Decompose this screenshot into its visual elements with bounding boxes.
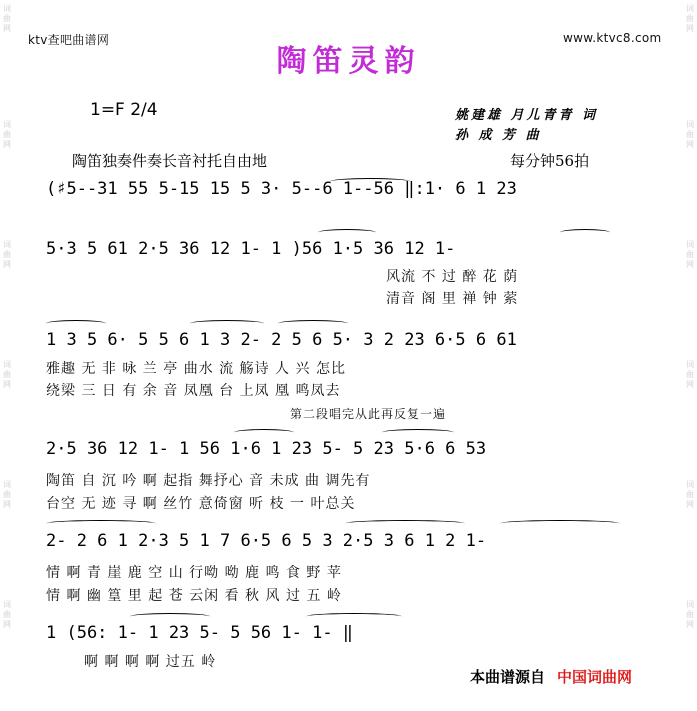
watermark-char: 曲 [686,490,694,499]
watermark-char: 网 [3,24,11,33]
watermark-char: 曲 [686,14,694,23]
watermark-char: 曲 [3,610,11,619]
watermark-char: 网 [686,24,694,33]
watermark-char: 词 [3,120,11,129]
watermark-char: 词 [3,240,11,249]
lyric-row-2a: 风流 不 过 醉 花 荫 [386,269,519,285]
watermark-char: 网 [3,620,11,629]
slur [500,520,620,527]
slur [306,613,402,620]
watermark-char: 词 [686,600,694,609]
watermark-char: 词 [686,120,694,129]
lyric-row-4b: 台空 无 迹 寻 啊 丝竹 意倚窗 听 枝 一 叶总关 [46,496,356,512]
watermark-char: 网 [3,500,11,509]
watermark-char: 词 [3,4,11,13]
slur [382,429,454,436]
site-link-right[interactable]: www.ktvc8.com [563,31,662,45]
watermark-char: 曲 [3,14,11,23]
watermark-char: 网 [686,620,694,629]
watermark-char: 词 [686,4,694,13]
slur [560,229,610,236]
watermark-left [0,0,14,711]
intro-instruction: 陶笛独奏件奏长音衬托自由地 [72,152,268,170]
watermark-char: 网 [3,380,11,389]
lyric-row-5b: 情 啊 幽 篁 里 起 苍 云闲 看 秋 风 过 五 岭 [46,588,342,604]
slur [318,229,376,236]
composer-credit: 孙 成 芳 曲 [455,128,542,143]
watermark-char: 曲 [3,130,11,139]
slur [190,320,264,327]
slur [234,429,294,436]
lyric-row-6: 啊 啊 啊 啊 过五 岭 [84,654,217,670]
score-row-2: 5·3 5 61 2·5 36 12 1- 1 )56 1·5 36 12 1- [46,239,456,259]
score-row-6: 1 (56: 1- 1 23 5- 5 56 1- 1- ‖ [46,623,354,643]
lyric-row-2b: 清音 阁 里 禅 钟 萦 [386,291,519,307]
watermark-char: 曲 [686,370,694,379]
watermark-char: 曲 [3,250,11,259]
watermark-char: 词 [686,240,694,249]
key-signature: 1=F 2/4 [90,100,158,120]
slur [130,613,210,620]
slur [46,520,156,527]
watermark-char: 曲 [686,130,694,139]
watermark-char: 曲 [3,490,11,499]
source-credit [470,666,632,687]
song-title: 陶笛灵韵 [276,44,421,79]
watermark-char: 词 [3,600,11,609]
lyricist-credit: 姚建雄 月儿青青 词 [455,108,599,123]
source-prefix: 本曲谱源自 [470,668,546,686]
watermark-char: 曲 [3,370,11,379]
watermark-char: 网 [686,260,694,269]
watermark-char: 网 [686,140,694,149]
site-link-left[interactable]: ktv查吧曲谱网 [28,33,110,47]
watermark-char: 词 [3,360,11,369]
lyric-row-3a: 雅趣 无 非 咏 兰 亭 曲水 流 觞诗 人 兴 怎比 [46,361,346,377]
watermark-char: 曲 [686,610,694,619]
watermark-char: 词 [686,480,694,489]
slur [330,178,410,185]
slur [46,320,106,327]
watermark-char: 网 [3,140,11,149]
slur [278,320,348,327]
watermark-char: 网 [686,380,694,389]
tempo-marking: 每分钟56拍 [510,152,590,170]
source-brand-link[interactable]: 中国词曲网 [557,668,633,686]
watermark-char: 词 [3,480,11,489]
lyric-row-5a: 情 啊 青 崖 鹿 空 山 行呦 呦 鹿 鸣 食 野 苹 [46,565,342,581]
watermark-char: 网 [686,500,694,509]
watermark-char: 网 [3,260,11,269]
repeat-instruction: 第二段唱完从此再反复一遍 [290,407,447,421]
watermark-char: 词 [686,360,694,369]
score-row-4: 2·5 36 12 1- 1 56 1·6 1 23 5- 5 23 5·6 6 53 [46,439,487,459]
lyric-row-3b: 绕梁 三 日 有 余 音 凤凰 台 上凤 凰 鸣凤去 [46,383,341,399]
slur [345,520,465,527]
lyric-row-4a: 陶笛 自 沉 吟 啊 起指 舞抒心 音 未成 曲 调先有 [46,473,371,489]
score-row-3: 1 3 5 6· 5 5 6 1 3 2- 2 5 6 5· 3 2 23 6·5 6 61 [46,330,517,350]
score-row-1: (♯5--31 55 5-15 15 5 3· 5--6 1--56 ‖:1· 6 1 23 [46,179,517,199]
watermark-right [683,0,697,711]
watermark-char: 曲 [686,250,694,259]
score-row-5: 2- 2 6 1 2·3 5 1 7 6·5 6 5 3 2·5 3 6 1 2 1- [46,531,487,551]
